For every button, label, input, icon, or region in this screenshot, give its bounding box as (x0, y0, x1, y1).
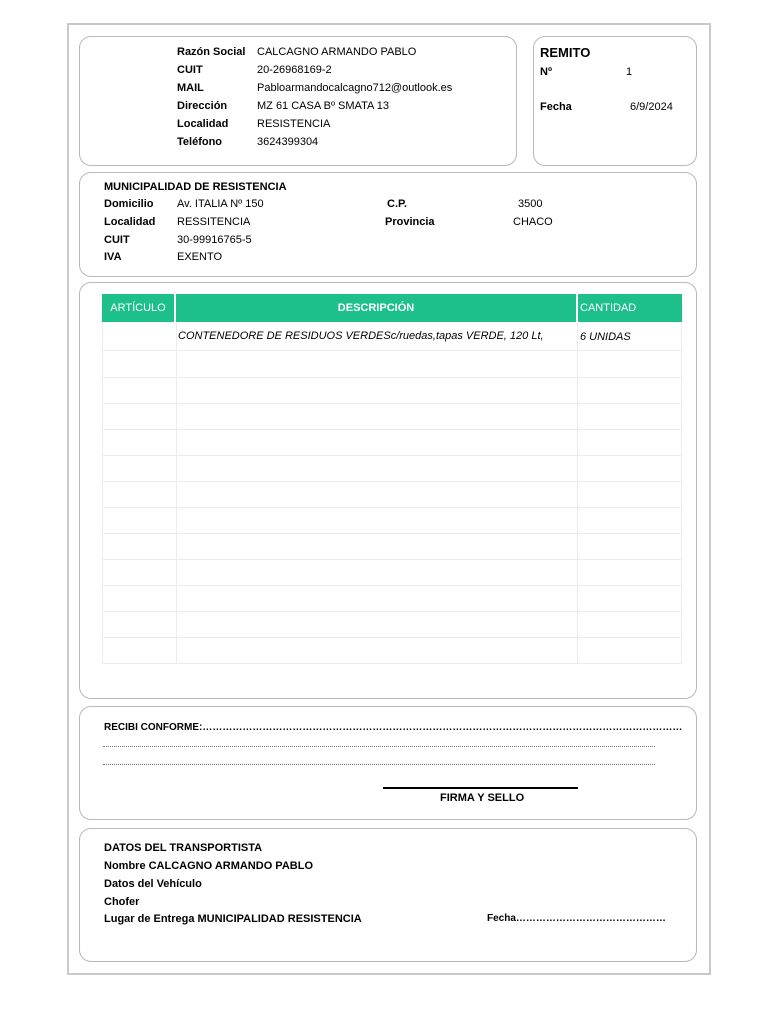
client-cuit-value: 30-99916765-5 (177, 234, 252, 246)
client-domicilio-label: Domicilio (104, 198, 154, 210)
table-row-divider (102, 585, 682, 586)
signature-line (383, 787, 578, 789)
transport-lugar-entrega: Lugar de Entrega MUNICIPALIDAD RESISTENCIA (104, 913, 362, 925)
table-column-divider (577, 322, 578, 664)
table-column-divider (681, 322, 682, 664)
client-localidad-label: Localidad (104, 216, 156, 228)
sender-mail-label: MAIL (177, 82, 204, 94)
signature-dotted-line (103, 746, 655, 747)
header-descripcion (176, 294, 576, 322)
signature-dotted-line (103, 764, 655, 765)
table-row-divider (102, 455, 682, 456)
header-cantidad (578, 294, 682, 322)
table-row-divider (102, 637, 682, 638)
client-iva-value: EXENTO (177, 251, 223, 263)
sender-telefono-label: Teléfono (177, 136, 223, 148)
firma-y-sello-label: FIRMA Y SELLO (440, 792, 525, 804)
table-row-divider (102, 377, 682, 378)
table-row-divider (102, 403, 682, 404)
table-row-divider (102, 611, 682, 612)
table-row-divider (102, 559, 682, 560)
remito-numero-value: 1 (626, 66, 633, 78)
client-provincia-value: CHACO (513, 216, 553, 228)
item-1-cantidad: 6 UNIDAS (580, 331, 631, 343)
client-cp-value: 3500 (518, 198, 543, 210)
header-descripcion-label: DESCRIPCIÓN (337, 302, 415, 314)
client-localidad-value: RESSITENCIA (177, 216, 251, 228)
header-articulo (102, 294, 174, 322)
header-cantidad-label: CANTIDAD (580, 302, 637, 314)
sender-telefono-value: 3624399304 (257, 136, 319, 148)
table-column-divider (176, 322, 177, 664)
client-iva-label: IVA (104, 251, 122, 263)
remito-fecha-value: 6/9/2024 (630, 101, 673, 113)
remito-numero-label: Nº (540, 66, 552, 78)
item-1-descripcion: CONTENEDORE DE RESIDUOS VERDESc/ruedas,tapas VERDE, 120 Lt, (178, 330, 544, 342)
sender-direccion-label: Dirección (177, 100, 228, 112)
header-articulo-label: ARTÍCULO (110, 302, 166, 314)
client-domicilio-value: Av. ITALIA Nº 150 (177, 198, 264, 210)
client-provincia-label: Provincia (385, 216, 435, 228)
table-row-divider (102, 507, 682, 508)
remito-fecha-label: Fecha (540, 101, 572, 113)
client-cuit-label: CUIT (104, 234, 130, 246)
sender-cuit-label: CUIT (177, 64, 203, 76)
transport-fecha: Fecha……………………………………… (487, 913, 666, 924)
transport-chofer: Chofer (104, 896, 140, 908)
client-name: MUNICIPALIDAD DE RESISTENCIA (104, 181, 287, 193)
sender-mail-value: Pabloarmandocalcagno712@outlook.es (257, 82, 453, 94)
table-row-divider (102, 663, 682, 664)
razon-social-label: Razón Social (177, 46, 246, 58)
remito-title: REMITO (540, 45, 591, 60)
client-cp-label: C.P. (387, 198, 407, 210)
sender-localidad-label: Localidad (177, 118, 229, 130)
table-row-divider (102, 533, 682, 534)
table-row-divider (102, 481, 682, 482)
sender-direccion-value: MZ 61 CASA Bº SMATA 13 (257, 100, 389, 112)
transport-vehiculo: Datos del Vehículo (104, 878, 202, 890)
table-row-divider (102, 350, 682, 351)
table-column-divider (102, 322, 103, 664)
table-row-divider (102, 429, 682, 430)
transport-nombre: Nombre CALCAGNO ARMANDO PABLO (104, 860, 313, 872)
transport-title: DATOS DEL TRANSPORTISTA (104, 842, 263, 854)
sender-cuit-value: 20-26968169-2 (257, 64, 332, 76)
recibi-conforme-line: RECIBI CONFORME:……………………………………………………………………………………………………………………………… (104, 722, 683, 733)
sender-localidad-value: RESISTENCIA (257, 118, 331, 130)
razon-social-value: CALCAGNO ARMANDO PABLO (257, 46, 417, 58)
